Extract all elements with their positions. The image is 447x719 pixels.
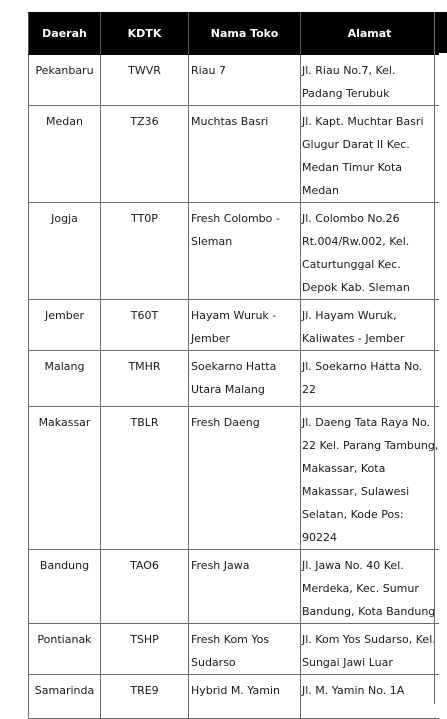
- header-kdtk: KDTK: [101, 13, 189, 55]
- table-next-column-edge: [434, 12, 447, 704]
- cell-daerah: Jogja: [29, 203, 101, 300]
- cell-nama-toko: Fresh Kom Yos Sudarso: [189, 624, 301, 675]
- header-row: [29, 13, 439, 55]
- table-row: [29, 407, 439, 550]
- table-header: [29, 13, 439, 55]
- cell-nama-toko: Fresh Colombo - Sleman: [189, 203, 301, 300]
- cell-kdtk: TT0P: [101, 203, 189, 300]
- table-row: [29, 106, 439, 203]
- table-row: [29, 675, 439, 719]
- cell-nama-toko: Fresh Daeng: [189, 407, 301, 550]
- header-nama-toko: Nama Toko: [189, 13, 301, 55]
- table-row: [29, 550, 439, 624]
- cell-alamat: Jl. M. Yamin No. 1A: [301, 675, 439, 719]
- cell-alamat: Jl. Kom Yos Sudarso, Kel. Sungai Jawi Luar: [301, 624, 439, 675]
- cell-daerah: Malang: [29, 351, 101, 407]
- cell-kdtk: T60T: [101, 300, 189, 351]
- table-row: [29, 300, 439, 351]
- cell-kdtk: TAO6: [101, 550, 189, 624]
- cell-alamat: Jl. Kapt. Muchtar Basri Glugur Darat II Kec. Medan Timur Kota Medan: [301, 106, 439, 203]
- cell-alamat: Jl. Jawa No. 40 Kel. Merdeka, Kec. Sumur Bandung, Kota Bandung: [301, 550, 439, 624]
- header-alamat: Alamat: [301, 13, 439, 55]
- table-row: [29, 55, 439, 106]
- store-table-container: [28, 12, 438, 719]
- cell-nama-toko: Hybrid M. Yamin: [189, 675, 301, 719]
- cell-alamat: Jl. Colombo No.26 Rt.004/Rw.002, Kel. Caturtunggal Kec. Depok Kab. Sleman: [301, 203, 439, 300]
- cell-daerah: Samarinda: [29, 675, 101, 719]
- cell-nama-toko: Soekarno Hatta Utara Malang: [189, 351, 301, 407]
- header-daerah: Daerah: [29, 13, 101, 55]
- cell-daerah: Medan: [29, 106, 101, 203]
- cell-daerah: Pekanbaru: [29, 55, 101, 106]
- next-column-header: [435, 12, 447, 53]
- cell-kdtk: TWVR: [101, 55, 189, 106]
- cell-nama-toko: Fresh Jawa: [189, 550, 301, 624]
- cell-nama-toko: Hayam Wuruk - Jember: [189, 300, 301, 351]
- cell-alamat: Jl. Riau No.7, Kel. Padang Terubuk: [301, 55, 439, 106]
- cell-nama-toko: Muchtas Basri: [189, 106, 301, 203]
- cell-daerah: Makassar: [29, 407, 101, 550]
- cell-nama-toko: Riau 7: [189, 55, 301, 106]
- table-row: [29, 351, 439, 407]
- cell-kdtk: TSHP: [101, 624, 189, 675]
- cell-alamat: Jl. Soekarno Hatta No. 22: [301, 351, 439, 407]
- table-body: [29, 55, 439, 719]
- cell-alamat: Jl. Hayam Wuruk, Kaliwates - Jember: [301, 300, 439, 351]
- table-row: [29, 624, 439, 675]
- cell-kdtk: TZ36: [101, 106, 189, 203]
- cell-kdtk: TRE9: [101, 675, 189, 719]
- cell-kdtk: TBLR: [101, 407, 189, 550]
- cell-alamat: Jl. Daeng Tata Raya No. 22 Kel. Parang Tambung, Makassar, Kota Makassar, Sulawesi Selatan, Kode Pos: 90224: [301, 407, 439, 550]
- table-row: [29, 203, 439, 300]
- store-table: [28, 12, 439, 719]
- cell-daerah: Bandung: [29, 550, 101, 624]
- cell-daerah: Pontianak: [29, 624, 101, 675]
- cell-daerah: Jember: [29, 300, 101, 351]
- cell-kdtk: TMHR: [101, 351, 189, 407]
